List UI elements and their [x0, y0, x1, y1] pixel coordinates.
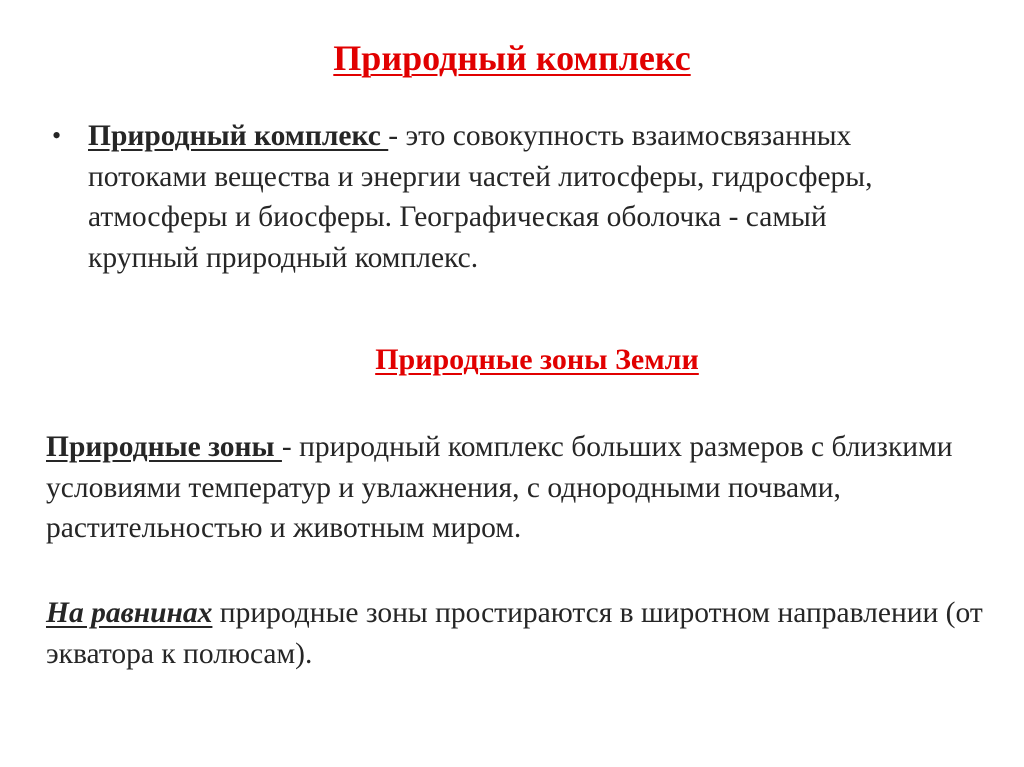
definition-natural-complex: - это совокупность взаимосвязанных потоками вещества и энергии частей литосферы, гидросферы, атмосферы и биосферы. Географическая оболочка - самый крупный природный комплекс. — [88, 120, 873, 274]
definition-on-plains: природные зоны простираются в широтном направлении (от экватора к полюсам). — [46, 597, 983, 670]
paragraph-plains — [46, 593, 996, 674]
paragraph-natural-zones — [46, 427, 996, 549]
term-natural-complex: Природный комплекс — [88, 120, 389, 152]
section-subtitle: Природные зоны Земли — [375, 343, 699, 376]
slide-title: Природный комплекс — [333, 38, 691, 78]
term-on-plains: На равнинах — [46, 597, 213, 629]
bullet-text — [88, 116, 912, 278]
definition-natural-zones: - природный комплекс больших размеров с близкими условиями температур и увлажнения, с однородными почвами, растительностью и животным миром. — [46, 431, 953, 544]
bullet-item — [52, 116, 912, 278]
term-natural-zones: Природные зоны — [46, 431, 282, 463]
bullet-marker: • — [52, 121, 62, 150]
